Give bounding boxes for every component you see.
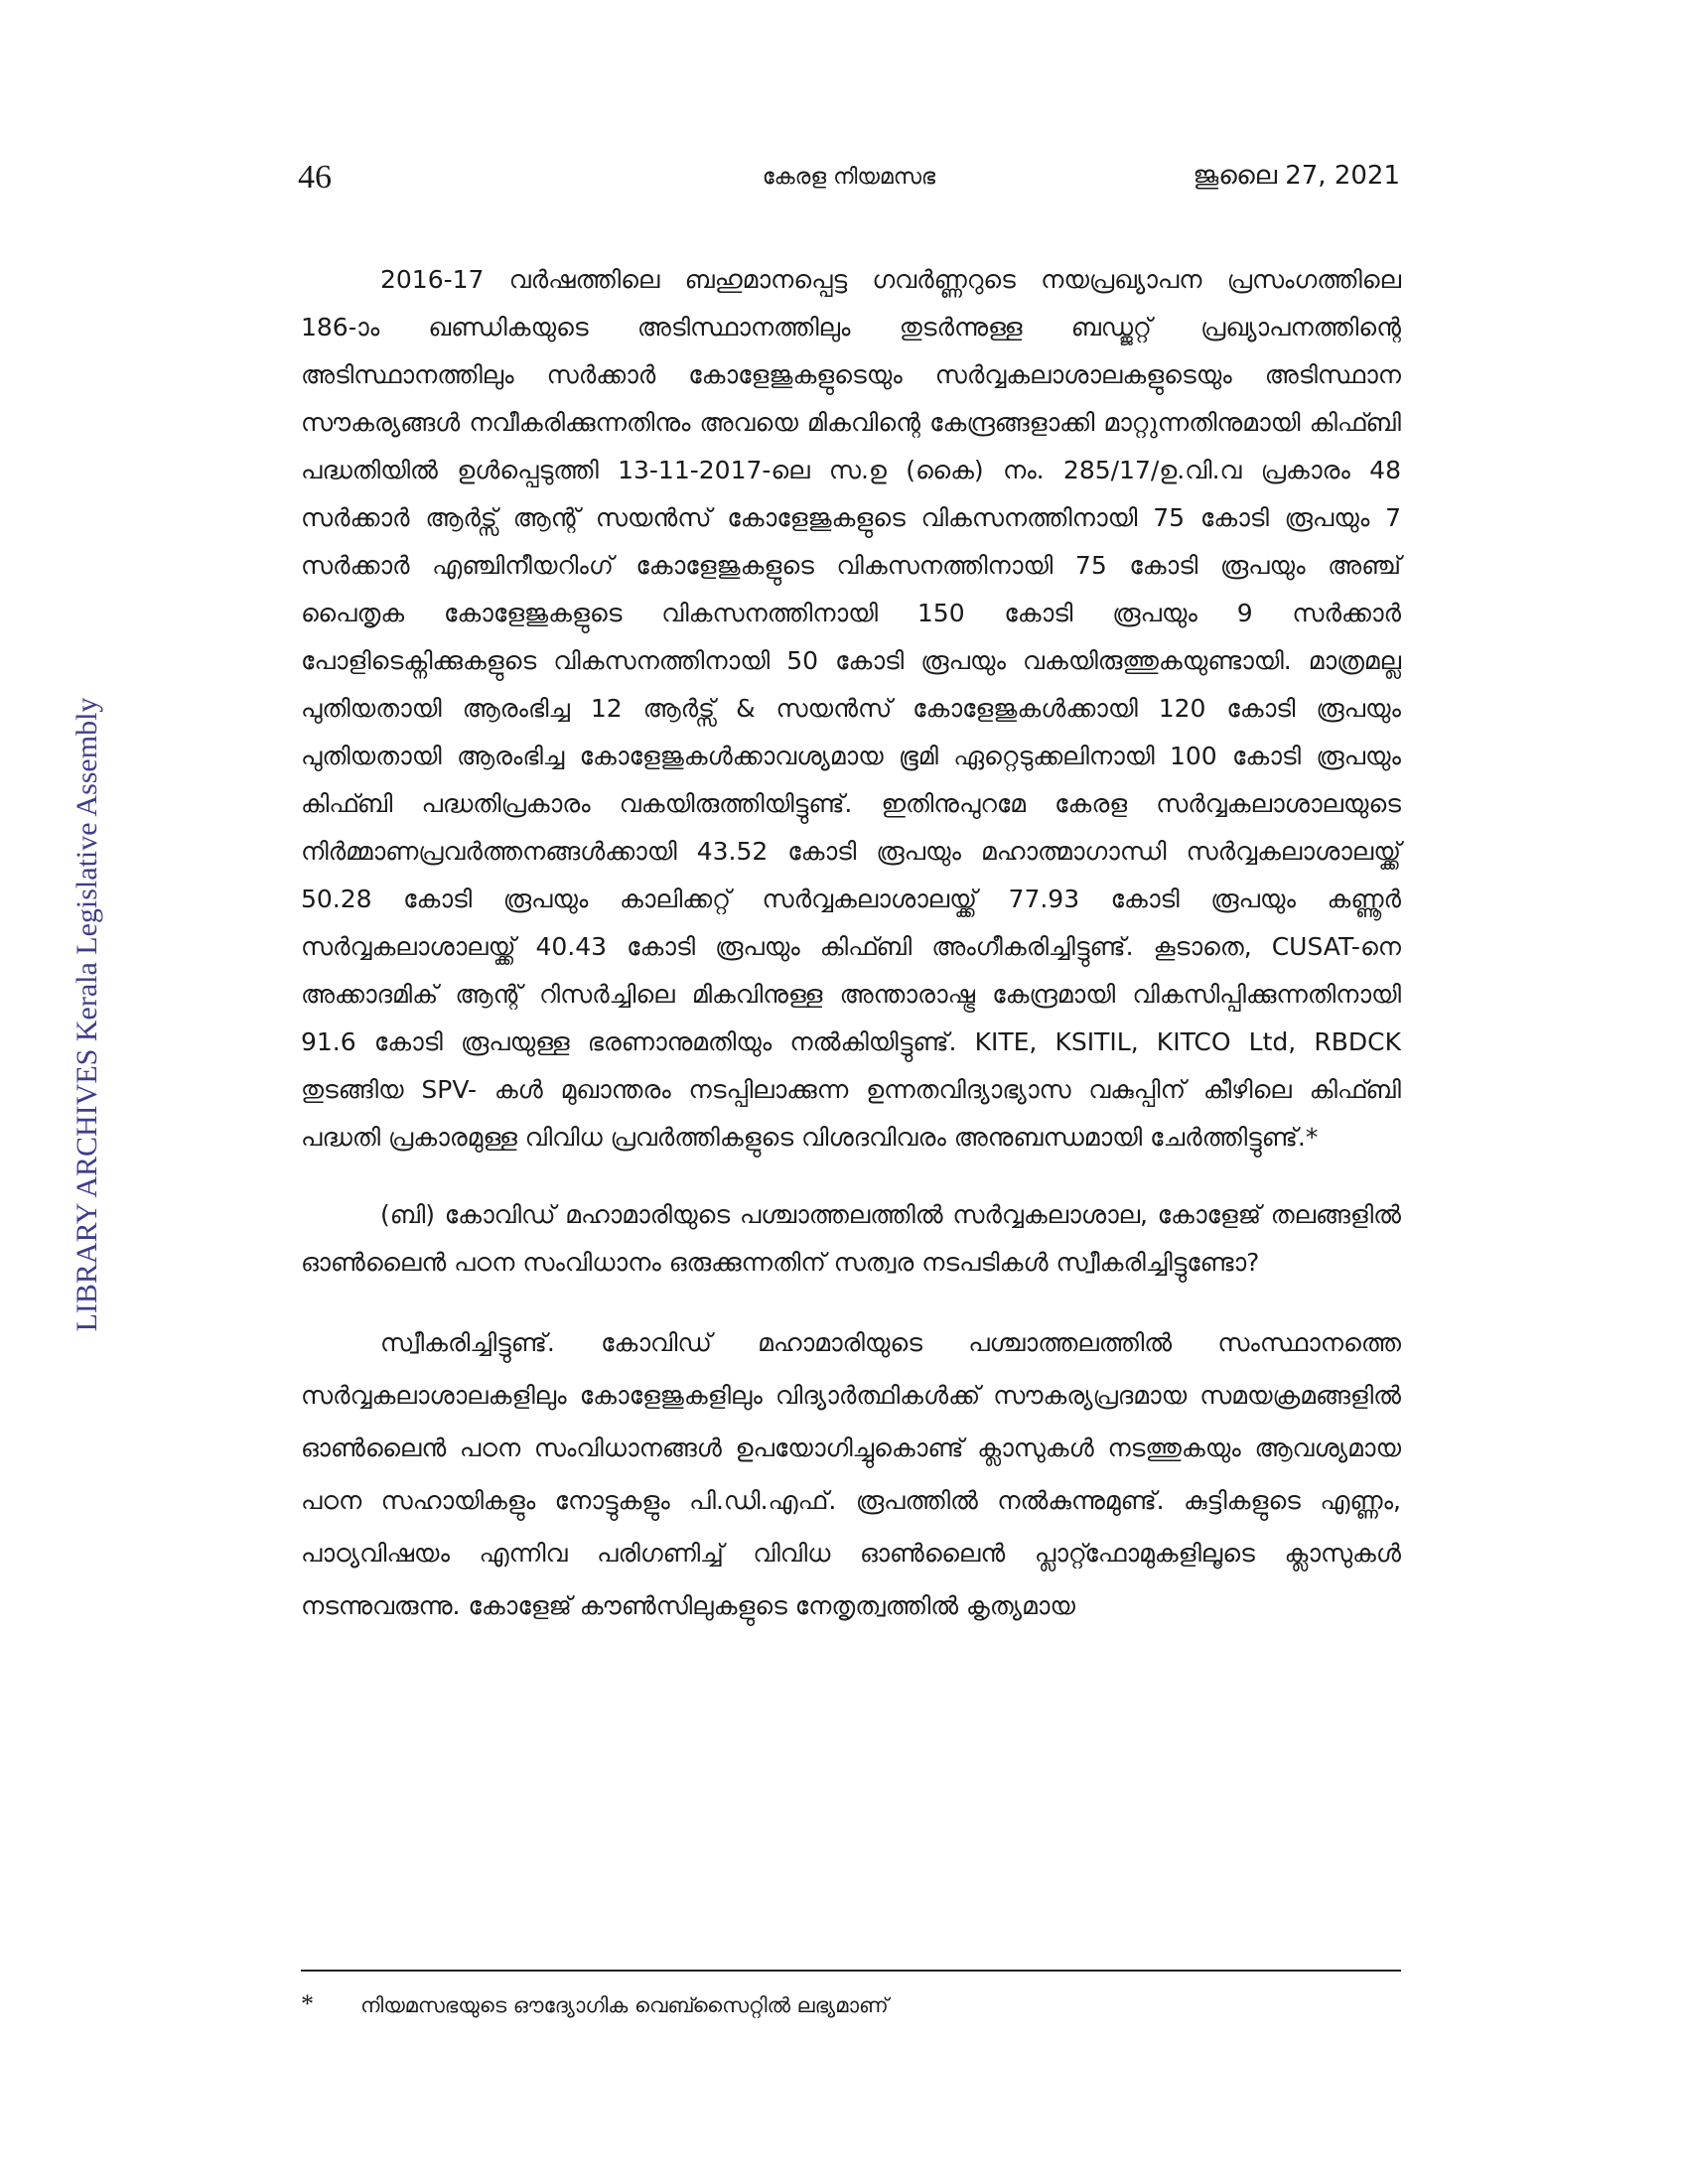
side-watermark-text: LIBRARY ARCHIVES Kerala Legislative Assembly: [70, 697, 103, 1332]
footnote-mark: *: [301, 1989, 314, 2018]
paragraph-answer-a: 2016-17 വർഷത്തിലെ ബഹുമാനപ്പെട്ട ഗവർണ്ണറുടെ നയപ്രഖ്യാപന പ്രസംഗത്തിലെ 186-ാം ഖണ്ഡികയുടെ അടിസ്ഥാനത്തിലും തുടർന്നുള്ള ബഡ്ജറ്റ് പ്രഖ്യാപനത്തിന്റെ അടിസ്ഥാനത്തിലും സർക്കാർ കോളേജുകളുടെയും സർവ്വകലാശാലകളുടെയും അടിസ്ഥാന സൗകര്യങ്ങൾ നവീകരിക്കുന്നതിനും അവയെ മികവിന്റെ കേന്ദ്രങ്ങളാക്കി മാറ്റുന്നതിനുമായി കിഫ്ബി പദ്ധതിയിൽ ഉൾപ്പെടുത്തി 13-11-2017-ലെ സ.ഉ (കൈ) നം. 285/17/ഉ.വി.വ പ്രകാരം 48 സർക്കാർ ആർട്സ് ആന്റ് സയൻസ് കോളേജുകളുടെ വികസനത്തിനായി 75 കോടി രൂപയും 7 സർക്കാർ എഞ്ചിനീയറിംഗ് കോളേജുകളുടെ വികസനത്തിനായി 75 കോടി രൂപയും അഞ്ച് പൈതൃക കോളേജുകളുടെ വികസനത്തിനായി 150 കോടി രൂപയും 9 സർക്കാർ പോളിടെക്നിക്കുകളുടെ വികസനത്തിനായി 50 കോടി രൂപയും വകയിരുത്തുകയുണ്ടായി. മാത്രമല്ല പുതിയതായി ആരംഭിച്ച 12 ആർട്സ് & സയൻസ് കോളേജുകൾക്കായി 120 കോടി രൂപയും പുതിയതായി ആരംഭിച്ച കോളേജുകൾക്കാവശ്യമായ ഭൂമി ഏറ്റെടുക്കലിനായി 100 കോടി രൂപയും കിഫ്ബി പദ്ധതിപ്രകാരം വകയിരുത്തിയിട്ടുണ്ട്. ഇതിനുപുറമേ കേരള സർവ്വകലാശാലയുടെ നിർമ്മാണപ്രവർത്തനങ്ങൾക്കായി 43.52 കോടി രൂപയും മഹാത്മാഗാന്ധി സർവ്വകലാശാലയ്ക്ക് 50.28 കോടി രൂപയും കാലിക്കറ്റ് സർവ്വകലാശാലയ്ക്ക് 77.93 കോടി രൂപയും കണ്ണൂർ സർവ്വകലാശാലയ്ക്ക് 40.43 കോടി രൂപയും കിഫ്ബി അംഗീകരിച്ചിട്ടുണ്ട്. കൂടാതെ, CUSAT-നെ അക്കാദമിക് ആന്റ് റിസർച്ചിലെ മികവിനുള്ള അന്താരാഷ്ട്ര കേന്ദ്രമായി വികസിപ്പിക്കുന്നതിനായി 91.6 കോടി രൂപയുള്ള ഭരണാനുമതിയും നൽകിയിട്ടുണ്ട്. KITE, KSITIL, KITCO Ltd, RBDCK തുടങ്ങിയ SPV- കൾ മുഖാന്തരം നടപ്പിലാക്കുന്ന ഉന്നതവിദ്യാഭ്യാസ വകുപ്പിന് കീഴിലെ കിഫ്ബി പദ്ധതി പ്രകാരമുള്ള വിവിധ പ്രവർത്തികളുടെ വിശദവിവരം അനുബന്ധമായി ചേർത്തിട്ടുണ്ട്.*: [301, 265, 1401, 1152]
page-header: [298, 159, 1400, 208]
footnote-text: നിയമസഭയുടെ ഔദ്യോഗിക വെബ്സൈറ്റിൽ ലഭ്യമാണ്: [360, 1993, 889, 2017]
footnote: [301, 1989, 1401, 2019]
header-date: ജൂലൈ 27, 2021: [1193, 161, 1400, 191]
running-title: കേരള നിയമസഭ: [762, 165, 936, 190]
paragraph-question-b: (ബി) കോവിഡ് മഹാമാരിയുടെ പശ്ചാത്തലത്തിൽ സർവ്വകലാശാല, കോളേജ് തലങ്ങളിൽ ഓൺലൈൻ പഠന സംവിധാനം ഒരുക്കുന്നതിന് സത്വര നടപടികൾ സ്വീകരിച്ചിട്ടുണ്ടോ?: [301, 1200, 1401, 1277]
footnote-divider: [301, 1970, 1401, 1972]
page-body: [301, 256, 1401, 1662]
page-number: 46: [298, 159, 332, 196]
paragraph-answer-b: സ്വീകരിച്ചിട്ടുണ്ട്. കോവിഡ് മഹാമാരിയുടെ പശ്ചാത്തലത്തിൽ സംസ്ഥാനത്തെ സർവ്വകലാശാലകളിലും കോളേജുകളിലും വിദ്യാർത്ഥികൾക്ക് സൗകര്യപ്രദമായ സമയക്രമങ്ങളിൽ ഓൺലൈൻ പഠന സംവിധാനങ്ങൾ ഉപയോഗിച്ചുകൊണ്ട് ക്ലാസുകൾ നടത്തുകയും ആവശ്യമായ പഠന സഹായികളും നോട്ടുകളും പി.ഡി.എഫ്. രൂപത്തിൽ നൽകുന്നുമുണ്ട്. കുട്ടികളുടെ എണ്ണം, പാഠ്യവിഷയം എന്നിവ പരിഗണിച്ച് വിവിധ ഓൺലൈൻ പ്ലാറ്റ്ഫോമുകളിലൂടെ ക്ലാസുകൾ നടന്നുവരുന്നു. കോളേജ് കൗൺസിലുകളുടെ നേതൃത്വത്തിൽ കൃത്യമായ: [301, 1328, 1401, 1620]
